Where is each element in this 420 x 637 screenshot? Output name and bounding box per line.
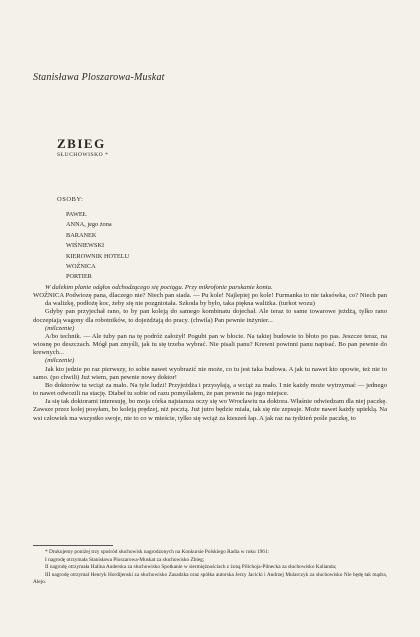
cast-member: PORTIER <box>66 273 92 281</box>
dialogue-paragraph: Ja się tak doktorami interesuję, bo moja córka najstarsza oczy się wo Wrocławiu na doktora. Właśnie odwiedzam dla niej paczkę. Zawsze przez kolej posyłam, bo koleją prędzej, niż pocztą. Już jutro będzie miała, tak się nie zepsuje. Może nawet każdy upieklą. Na wsi człowiek ma wszystko swoje, nie to co w mieście, tylko się wciąż za kieszeń łap. A jak raz na tydzień pośle paczkę, to <box>33 398 387 422</box>
stage-direction: (milczenie) <box>45 357 75 365</box>
dialogue-paragraph: A/bo technik. — Ale tuby pan na tę podróż założył! Pogubi pan w błocie. Na takiej budowie to błoto po pas. Jeszcze teraz, na wiosnę po deszczach. Mógł pan zmyśli, jak tu się trzeba wybrać. Nie pisali panu? Krewni powinni panu napisać. Bo pan pewnie do krewnych... <box>33 332 387 357</box>
play-text <box>33 284 387 423</box>
cast-member: PAWEŁ <box>66 211 87 218</box>
author-name: Stanisława Ploszarowa-Muskat <box>33 72 165 83</box>
footnote: I nagrodę otrzymała Stanisława Ploszarowa-Muskat za słuchowisko Zbieg; <box>45 556 205 563</box>
stage-direction: (milczenie) <box>45 324 75 332</box>
dialogue-paragraph: WOŹNICA Podwiozę pana, dlaczego nie? Niech pan siada. — Pu kole! Najlepiej po kole! Furmanka to nie taksówka, co? Niech pan da walizkę, podłożę koc, żeby się nie pozgniotała. Szkoda by było, taka piękna waliżka. (turkot wozu) <box>33 292 387 308</box>
footnotes <box>33 549 387 587</box>
cast-member: ANNA, jego żona <box>66 221 112 229</box>
footnote: * Drukujemy poniżej trzy spośród słuchowisk nagrodzonych na Konkursie Polskiego Radia w roku 1961: <box>45 549 270 555</box>
footnote: III nagrodę otrzymał Henryk Hordijenski za słuchowisko Zasadzka oraz spółka autorska Jerzy Jacicki i Andrzej Mularczyk za słuchowisko Nie będę tak mądra, Alejo. <box>33 571 387 586</box>
cast-member: WOŹNICA <box>66 263 96 271</box>
footnote: II nagrodę otrzymała Halina Auderska za słuchowisko Spotkanie w siermiężnościach z żoną Pilichoja-Pilnecka za słuchowisko Kalianda; <box>45 564 337 571</box>
cast-list <box>66 210 129 283</box>
dialogue-paragraph: Gdyby pan przyjechał rano, to by pan koleją do samego kombinatu dojechał. Ale teraz to same towarowe jeżdżą, tylko rano doczepiają wagony dla robotników, to dojeżdżają do pracy. (chwila) Pan pewnie inżynier... <box>33 308 387 324</box>
dialogue-paragraph: Bo doktorów tu wciąż za mało. Na tyle ludzi! Przyjeżdża i przysyłają, a wciąż za mało. I nie każdy może wytrzymać — jednego to nawet odwozili na stację. Diabeł tu sobie od razu pomyślałem, że pan pewnie na jego miejsce. <box>33 381 387 398</box>
play-title: ZBIEG <box>57 136 106 151</box>
play-subtitle: SŁUCHOWISKO * <box>57 152 109 158</box>
stage-direction: W dalekim planie odgłos odchodzącego się pociągu. Przy mikrofonie parskanie konia. <box>45 284 273 291</box>
cast-member: WIŚNIEWSKI <box>66 242 105 250</box>
cast-member: KIEROWNIK HOTELU <box>66 252 130 260</box>
cast-member: BARANEK <box>66 231 97 239</box>
cast-heading: OSOBY: <box>57 196 84 203</box>
dialogue-paragraph: Jak kto jedzie po raz pierwszy, to sobie nawet wyobrazić nie może, co tu jest taka budowa. A jak tu nawet kto opowie, też nie to samo. (po chwili) Już wiem, pan pewnie nowy doktor! <box>33 365 387 381</box>
footnote-rule <box>33 545 113 546</box>
